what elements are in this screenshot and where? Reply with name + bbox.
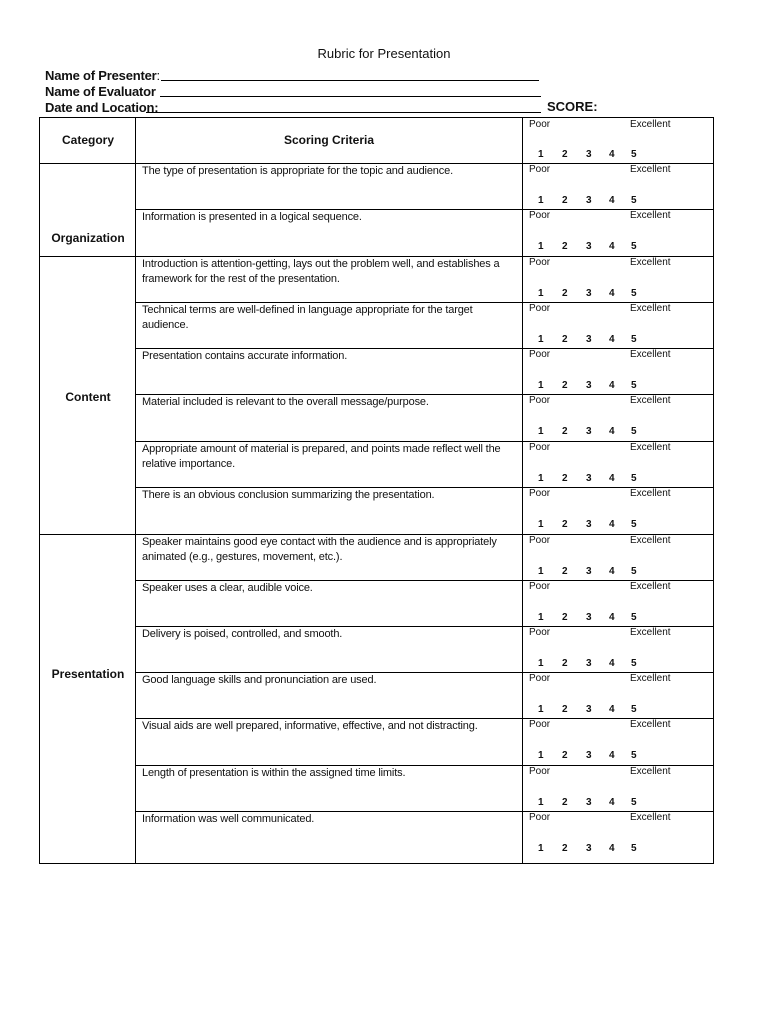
scale-poor-label: Poor: [529, 581, 551, 592]
rating-option-3[interactable]: 3: [586, 195, 592, 206]
rating-option-3[interactable]: 3: [586, 426, 592, 437]
rating-option-2[interactable]: 2: [562, 241, 568, 252]
scale-excellent-label: Excellent: [630, 210, 671, 221]
presenter-line[interactable]: [161, 80, 539, 81]
scale-poor-label: Poor: [529, 719, 551, 730]
scale-poor-label: Poor: [529, 766, 551, 777]
criterion-text: Information was well communicated.: [142, 813, 315, 825]
rating-option-3[interactable]: 3: [586, 704, 592, 715]
rating-option-2[interactable]: 2: [562, 473, 568, 484]
date-location-label: Date and Location:: [45, 100, 159, 115]
scale-excellent-label: Excellent: [630, 349, 671, 360]
rating-option-1[interactable]: 1: [538, 473, 544, 484]
category-presentation: Presentation: [51, 667, 125, 681]
rating-option-4[interactable]: 4: [609, 566, 615, 577]
rating-option-5[interactable]: 5: [631, 334, 637, 345]
scale-poor-label: Poor: [529, 119, 551, 130]
rating-option-2[interactable]: 2: [562, 519, 568, 530]
criteria-header: Scoring Criteria: [283, 133, 375, 147]
rating-option-5[interactable]: 5: [631, 195, 637, 206]
rating-option-2[interactable]: 2: [562, 288, 568, 299]
scale-excellent-label: Excellent: [630, 164, 671, 175]
rating-option-1[interactable]: 1: [538, 334, 544, 345]
criterion-text: Material included is relevant to the overall message/purpose.: [142, 396, 429, 408]
scale-excellent-label: Excellent: [630, 673, 671, 684]
rating-option-5[interactable]: 5: [631, 519, 637, 530]
rating-option-5[interactable]: 5: [631, 426, 637, 437]
rating-option-1[interactable]: 1: [538, 797, 544, 808]
rating-option-1[interactable]: 1: [538, 843, 544, 854]
presenter-label: Name of Presenter:: [45, 68, 160, 83]
scale-poor-label: Poor: [529, 488, 551, 499]
criterion-text: Delivery is poised, controlled, and smooth.: [142, 628, 343, 640]
rating-option-2[interactable]: 2: [562, 704, 568, 715]
scale-poor-label: Poor: [529, 442, 551, 453]
scale-excellent-label: Excellent: [630, 581, 671, 592]
scale-excellent-label: Excellent: [630, 719, 671, 730]
rating-option-4[interactable]: 4: [609, 473, 615, 484]
rating-option-5[interactable]: 5: [631, 566, 637, 577]
criterion-text: Visual aids are well prepared, informative, effective, and not distracting.: [142, 720, 478, 732]
rating-option-3[interactable]: 3: [586, 380, 592, 391]
rating-option-2[interactable]: 2: [562, 426, 568, 437]
rating-option-3[interactable]: 3: [586, 519, 592, 530]
evaluator-line[interactable]: [160, 96, 541, 97]
rating-option-4[interactable]: 4: [609, 334, 615, 345]
rating-option-1[interactable]: 1: [538, 288, 544, 299]
rating-option-1[interactable]: 1: [538, 704, 544, 715]
scale-excellent-label: Excellent: [630, 627, 671, 638]
evaluator-label: Name of Evaluator: [45, 84, 156, 99]
rating-option-1[interactable]: 1: [538, 566, 544, 577]
criterion-text: Length of presentation is within the assigned time limits.: [142, 767, 406, 779]
rating-option-1[interactable]: 1: [538, 241, 544, 252]
rating-option-5[interactable]: 5: [631, 750, 637, 761]
criterion-text: The type of presentation is appropriate for the topic and audience.: [142, 165, 453, 177]
rating-option-1[interactable]: 1: [538, 380, 544, 391]
scale-poor-label: Poor: [529, 164, 551, 175]
scale-excellent-label: Excellent: [630, 812, 671, 823]
rating-option-5[interactable]: 5: [631, 288, 637, 299]
rating-option-4[interactable]: 4: [609, 704, 615, 715]
rating-option-4[interactable]: 4: [609, 750, 615, 761]
rating-option-3[interactable]: 3: [586, 612, 592, 623]
page-title: Rubric for Presentation: [317, 46, 451, 61]
rating-option-4[interactable]: 4: [609, 426, 615, 437]
category-content: Content: [65, 390, 111, 404]
scale-poor-label: Poor: [529, 303, 551, 314]
rating-option-3[interactable]: 3: [586, 334, 592, 345]
scale-excellent-label: Excellent: [630, 257, 671, 268]
rating-option-4[interactable]: 4: [609, 380, 615, 391]
rating-option-2[interactable]: 2: [562, 195, 568, 206]
rating-option-3[interactable]: 3: [586, 797, 592, 808]
category-header: Category: [61, 133, 114, 147]
rating-option-5[interactable]: 5: [631, 612, 637, 623]
scale-excellent-label: Excellent: [630, 488, 671, 499]
rating-option-5[interactable]: 5: [631, 241, 637, 252]
rating-option-4[interactable]: 4: [609, 241, 615, 252]
rating-option-3[interactable]: 3: [586, 241, 592, 252]
scale-poor-label: Poor: [529, 349, 551, 360]
rating-option-2[interactable]: 2: [562, 566, 568, 577]
rating-option-2[interactable]: 2: [562, 334, 568, 345]
criterion-text: Presentation contains accurate information.: [142, 350, 348, 362]
rating-option-5[interactable]: 5: [631, 473, 637, 484]
rating-option-2[interactable]: 2: [562, 797, 568, 808]
scale-poor-label: Poor: [529, 395, 551, 406]
rating-option-1[interactable]: 1: [538, 658, 544, 669]
score-label: SCORE:: [547, 99, 598, 114]
rating-option-3[interactable]: 3: [586, 750, 592, 761]
scale-excellent-label: Excellent: [630, 303, 671, 314]
rating-option-4[interactable]: 4: [609, 612, 615, 623]
rating-option-4[interactable]: 4: [609, 843, 615, 854]
rating-option-1[interactable]: 1: [538, 426, 544, 437]
rating-option-3[interactable]: 3: [586, 473, 592, 484]
scale-poor-label: Poor: [529, 535, 551, 546]
criterion-text: Speaker maintains good eye contact with the audience and is appropriately animated (e.g., gestures, movement, etc.).: [142, 536, 497, 563]
rating-option-4[interactable]: 4: [609, 797, 615, 808]
rating-option-1[interactable]: 1: [538, 195, 544, 206]
rubric-table: Category Scoring Criteria Poor Excellent 1 2 3 4 5 Organization Content Presentation The type of presentation is appropriate for the topic and audience. Poor Excellent 1 2 3 4 5 Information is presented in a logical sequence. Poor Excellent 1 2 3 4 5 Introduction is attention-getting, lays out the problem well, and establishes a framework for the rest of the presentation. Poor Excellent 1 2 3 4 5 Technical terms are well-defined in language appropriate for the target audience. Poor Excellent 1 2 3 4 5 Presentation contains accurate information. Poor Excellent 1 2 3 4 5 Material included is relevant to the overall message/purpose. Poor Excellent 1 2 3 4 5 Appropriate amount of material is prepared, and points made reflect well the relative importance. Poor Excellent 1 2 3 4 5 There is an obvious conclusion summarizing the presentation. Poor Excellent 1 2 3 4 5 Speaker maintains good eye contact with the audience and is appropriately animated (e.g., gestures, movement, etc.). Poor Excellent 1 2 3 4 5 Speaker uses a clear, audible voice. Poor Excellent 1 2 3 4 5 Delivery is poised, controlled, and smooth. Poor Excellent 1 2 3 4 5 Good language skills and pronunciation are used. Poor Excellent 1 2 3 4 5 Visual aids are well prepared, informative, effective, and not distracting. Poor Excellent 1 2 3 4 5 Length of presentation is within the assigned time limits. Poor Excellent 1 2 3 4 5 Information was well communicated. Poor Excellent 1 2 3 4 5: [39, 117, 714, 864]
rating-option-3[interactable]: 3: [586, 843, 592, 854]
rating-option-5[interactable]: 5: [631, 704, 637, 715]
criterion-text: Good language skills and pronunciation are used.: [142, 674, 377, 686]
scale-poor-label: Poor: [529, 673, 551, 684]
scale-excellent-label: Excellent: [630, 442, 671, 453]
date-location-line[interactable]: [146, 112, 541, 113]
rating-option-4[interactable]: 4: [609, 658, 615, 669]
rating-option-1[interactable]: 1: [538, 519, 544, 530]
rating-option-3[interactable]: 3: [586, 566, 592, 577]
category-divider: [135, 118, 136, 863]
scale-poor-label: Poor: [529, 210, 551, 221]
rating-option-2[interactable]: 2: [562, 843, 568, 854]
rating-option-3[interactable]: 3: [586, 658, 592, 669]
scale-poor-label: Poor: [529, 627, 551, 638]
criterion-text: Introduction is attention-getting, lays out the problem well, and establishes a framework for the rest of the presentation.: [142, 258, 500, 285]
rating-option-2[interactable]: 2: [562, 750, 568, 761]
rating-option-4[interactable]: 4: [609, 519, 615, 530]
criterion-text: Appropriate amount of material is prepared, and points made reflect well the relative importance.: [142, 443, 501, 470]
category-organization: Organization: [51, 231, 125, 245]
rating-option-5[interactable]: 5: [631, 843, 637, 854]
criterion-text: Information is presented in a logical sequence.: [142, 211, 362, 223]
rating-option-1[interactable]: 1: [538, 612, 544, 623]
criterion-text: Speaker uses a clear, audible voice.: [142, 582, 313, 594]
rating-option-2[interactable]: 2: [562, 658, 568, 669]
rating-option-4[interactable]: 4: [609, 288, 615, 299]
rating-option-3[interactable]: 3: [586, 288, 592, 299]
rating-option-5[interactable]: 5: [631, 380, 637, 391]
scale-excellent-label: Excellent: [630, 395, 671, 406]
criterion-text: Technical terms are well-defined in language appropriate for the target audience.: [142, 304, 473, 331]
rating-option-5[interactable]: 5: [631, 658, 637, 669]
scale-poor-label: Poor: [529, 812, 551, 823]
scale-excellent-label: Excellent: [630, 119, 671, 130]
scale-excellent-label: Excellent: [630, 535, 671, 546]
rating-option-2[interactable]: 2: [562, 612, 568, 623]
rating-option-5[interactable]: 5: [631, 797, 637, 808]
rating-option-4[interactable]: 4: [609, 195, 615, 206]
rating-option-2[interactable]: 2: [562, 380, 568, 391]
rating-option-1[interactable]: 1: [538, 750, 544, 761]
criterion-text: There is an obvious conclusion summarizing the presentation.: [142, 489, 435, 501]
scale-excellent-label: Excellent: [630, 766, 671, 777]
rating-divider: [522, 118, 523, 863]
scale-poor-label: Poor: [529, 257, 551, 268]
